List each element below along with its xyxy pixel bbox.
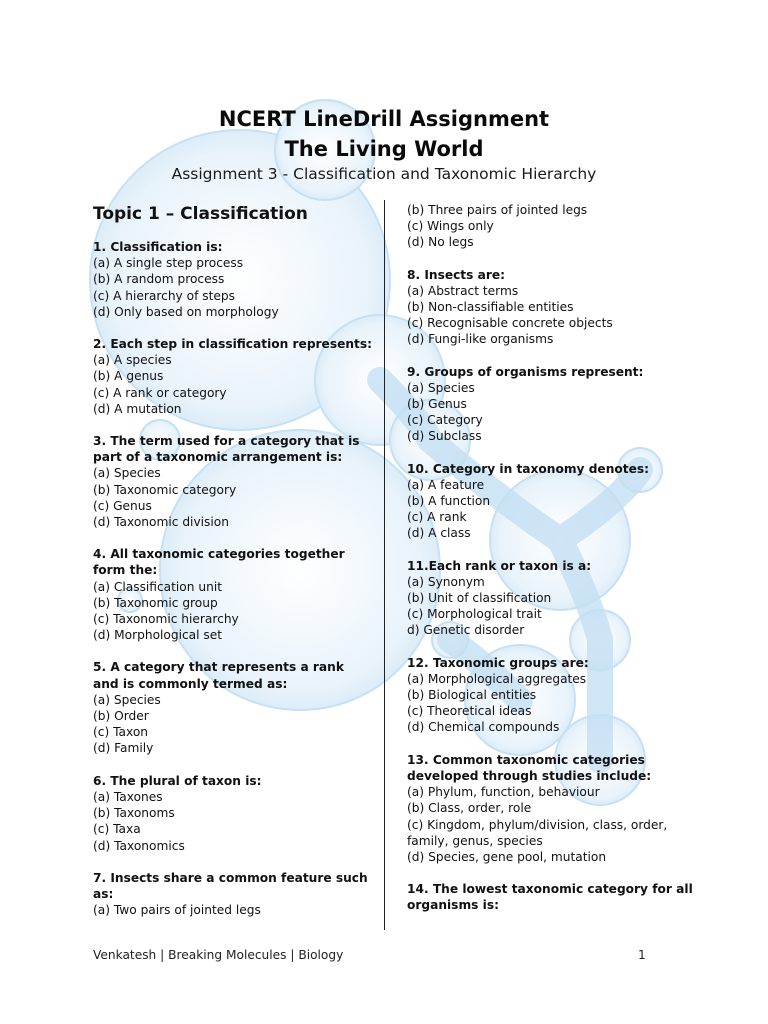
question-text: 12. Taxonomic groups are: [407, 655, 589, 670]
answer-option: (c) Kingdom, phylum/division, class, order, family, genus, species [407, 817, 668, 848]
question-text: 13. Common taxonomic categories developed through studies include: [407, 752, 652, 783]
answer-option: (b) Biological entities [407, 688, 537, 703]
answer-option: (a) Taxones [93, 789, 163, 804]
answer-option: (d) Taxonomic division [93, 515, 229, 530]
footer-credit: Venkatesh | Breaking Molecules | Biology [93, 948, 344, 962]
page-number: 1 [638, 948, 646, 962]
answer-option: d) Genetic disorder [407, 623, 525, 638]
answer-option: (c) Theoretical ideas [407, 704, 532, 719]
answer-option: (c) Genus [93, 498, 152, 513]
answer-option: (d) Taxonomics [93, 838, 185, 853]
question-text: 1. Classification is: [93, 240, 223, 254]
question-item [407, 655, 697, 736]
question-item [93, 546, 373, 643]
answer-option: (d) Only based on morphology [93, 304, 279, 319]
question-text: 3. The term used for a category that is part of a taxonomic arrangement is: [93, 434, 360, 465]
question-item [93, 870, 373, 919]
answer-option: (b) Order [93, 709, 149, 724]
answer-option: (c) Morphological trait [407, 607, 542, 622]
left-column [93, 203, 373, 934]
answer-option: (c) Taxon [93, 725, 148, 740]
question-text: 4. All taxonomic categories together form the: [93, 547, 345, 578]
answer-option: (b) A random process [93, 272, 225, 287]
answer-option: (d) Subclass [407, 429, 482, 444]
answer-option: (a) Two pairs of jointed legs [93, 903, 261, 918]
answer-option: (c) Taxa [93, 822, 141, 837]
question-item [407, 461, 697, 542]
answer-option: (a) Abstract terms [407, 283, 519, 298]
question-text: 9. Groups of organisms represent: [407, 364, 644, 379]
answer-option: (a) Classification unit [93, 579, 222, 594]
answer-option: (a) Species [93, 692, 161, 707]
answer-option: (a) Phylum, function, behaviour [407, 785, 600, 800]
question-item [93, 433, 373, 530]
chapter-title: The Living World [284, 137, 484, 161]
question-item [407, 364, 697, 445]
answer-option: (a) Species [93, 466, 161, 481]
question-item [93, 239, 373, 320]
column-divider [384, 200, 385, 930]
answer-option: (c) Recognisable concrete objects [407, 316, 613, 331]
assignment-subtitle: Assignment 3 - Classification and Taxonomic Hierarchy [171, 165, 597, 183]
answer-option: (b) Genus [407, 397, 467, 412]
answer-option: (c) Taxonomic hierarchy [93, 612, 239, 627]
question-list [407, 267, 697, 914]
answer-option: (d) Family [93, 741, 154, 756]
answer-option: (a) A species [93, 353, 172, 368]
answer-option: (d) Fungi-like organisms [407, 332, 554, 347]
question-text: 2. Each step in classification represents: [93, 337, 372, 352]
answer-option: (a) Morphological aggregates [407, 671, 587, 686]
continued-options [407, 202, 697, 251]
answer-option: (b) A function [407, 494, 491, 509]
question-list [93, 239, 373, 918]
question-text: 14. The lowest taxonomic category for all organisms is: [407, 882, 693, 913]
answer-option: (a) A feature [407, 477, 485, 492]
answer-option: (a) Synonym [407, 574, 485, 589]
answer-option: (d) A mutation [93, 401, 182, 416]
answer-option: (b) Three pairs of jointed legs [407, 203, 588, 217]
document-title: NCERT LineDrill Assignment [218, 107, 550, 131]
question-text: 6. The plural of taxon is: [93, 773, 262, 788]
question-text: 8. Insects are: [407, 267, 506, 282]
answer-option: (d) Morphological set [93, 628, 223, 643]
answer-option: (d) Chemical compounds [407, 720, 560, 735]
answer-option: (d) A class [407, 526, 471, 541]
question-item [407, 752, 697, 865]
question-item [407, 881, 697, 913]
answer-option: (b) Taxonomic category [93, 482, 237, 497]
question-item [93, 659, 373, 756]
question-item [407, 558, 697, 639]
answer-option: (a) Species [407, 380, 475, 395]
answer-option: (c) A rank [407, 510, 467, 525]
right-column [407, 202, 697, 930]
answer-option: (d) Species, gene pool, mutation [407, 849, 607, 864]
answer-option: (b) Non-classifiable entities [407, 300, 574, 315]
answer-option: (b) A genus [93, 369, 164, 384]
question-text: 7. Insects share a common feature such as: [93, 870, 368, 901]
answer-option: (b) Class, order, role [407, 801, 532, 816]
answer-option: (d) No legs [407, 235, 474, 250]
question-text: 11.Each rank or taxon is a: [407, 558, 592, 573]
answer-option: (c) A rank or category [93, 385, 227, 400]
question-item [93, 773, 373, 854]
answer-option: (b) Taxonomic group [93, 595, 218, 610]
topic-heading: Topic 1 – Classification [93, 204, 308, 224]
answer-option: (a) A single step process [93, 256, 244, 271]
question-item [93, 336, 373, 417]
question-item [407, 267, 697, 348]
answer-option: (c) A hierarchy of steps [93, 288, 235, 303]
answer-option: (b) Unit of classification [407, 591, 552, 606]
answer-option: (c) Category [407, 413, 483, 428]
answer-option: (b) Taxonoms [93, 806, 175, 821]
question-text: 5. A category that represents a rank and is commonly termed as: [93, 660, 344, 691]
question-text: 10. Category in taxonomy denotes: [407, 461, 649, 476]
answer-option: (c) Wings only [407, 219, 494, 234]
